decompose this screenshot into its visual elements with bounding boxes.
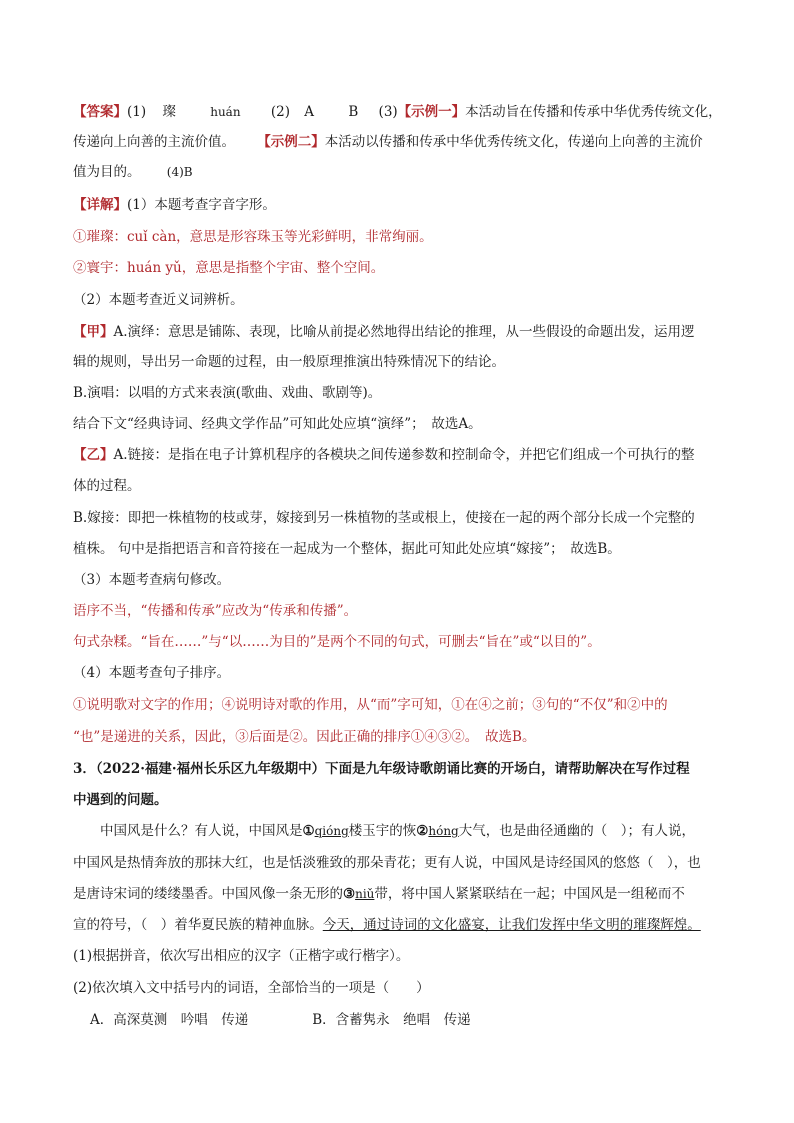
underlined-sentence: 今天，通过诗词的文化盛宴，让我们发挥中华文明的璀璨辉煌。 [322, 917, 701, 933]
answer-part4: (4)B [166, 165, 193, 179]
detail-line-1 [73, 195, 724, 215]
jia-text-3: B.演唱：以唱的方式来表演(歌曲、戏曲、歌剧等)。 [73, 385, 382, 401]
answer-option-b: B [348, 104, 359, 120]
answer-part2-num: (2) [270, 104, 290, 120]
jia-line-1 [73, 322, 724, 342]
passage-line-3 [73, 884, 724, 904]
answer-tag: 【答案】 [73, 104, 127, 120]
question3-heading-1: 3．（2022·福建·福州长乐区九年级期中）下面是九年级诗歌朗诵比赛的开场白，请帮助解决在写作过程 [73, 761, 690, 777]
example-one-cont: 传递向上向善的主流价值。 [73, 134, 235, 150]
passage-line-1 [100, 821, 724, 841]
option-b: B．含蓄隽永 绝唱 传递 [312, 1012, 471, 1028]
detail-tag: 【详解】 [73, 197, 127, 213]
yi-text-3: B.嫁接：即把一株植物的枝或芽，嫁接到另一株植物的茎或根上，使接在一起的两个部分长成一个完整的 [73, 510, 695, 526]
answer-char: 璨 [162, 104, 176, 120]
detail-p6: 语序不当，“传播和传承”应改为“传承和传播”。 [73, 603, 358, 619]
detail-p7: 句式杂糅。“旨在……”与“以……为目的”是两个不同的句式，可删去“旨在”或“以目的”。 [73, 634, 601, 650]
jia-tag: 【甲】 [73, 324, 114, 340]
detail-p3: ②寰宇：huán yǔ，意思是指整个宇宙、整个空间。 [73, 260, 385, 276]
yi-text-1: A.链接：是指在电子计算机程序的各模块之间传递参数和控制命令，并把它们组成一个可执行的整 [113, 447, 695, 463]
answer-line-1 [73, 102, 724, 122]
blank-marker-1: ① [302, 823, 315, 839]
passage-line-4 [73, 915, 724, 935]
jia-text-2: 辑的规则，导出另一命题的过程，由一般原理推演出特殊情况下的结论。 [73, 354, 505, 370]
passage-text-1b: 楼玉宇的恢 [348, 823, 417, 839]
detail-p5: （3）本题考查病句修改。 [73, 572, 231, 588]
passage-text-1c: 大气，也是曲径通幽的（ ）；有人说， [458, 823, 695, 839]
subquestion-1: (1)根据拼音，依次写出相应的汉字（正楷字或行楷字）。 [73, 948, 410, 964]
blank-marker-3: ③ [343, 886, 356, 902]
detail-p1: (1）本题考查字音字形。 [127, 197, 276, 213]
subquestion-2: (2)依次填入文中括号内的词语，全部恰当的一项是（ ） [73, 980, 430, 996]
passage-text-1a: 中国风是什么？有人说，中国风是 [100, 823, 303, 839]
example-two-tag: 【示例二】 [257, 134, 325, 150]
yi-line-1 [73, 445, 724, 465]
pinyin-blank-3: niǔ [355, 887, 375, 901]
passage-text-4a: 宣的符号，（ ）着华夏民族的精神血脉。 [73, 917, 323, 933]
yi-text-4: 植株。 句中是指把语言和音符接在一起成为一个整体，据此可知此处应填“嫁接”； 故选B。 [73, 541, 621, 557]
detail-p8: （4）本题考查句子排序。 [73, 665, 231, 681]
passage-text-3b: 带，将中国人紧紧联结在一起；中国风是一组秘而不 [374, 886, 685, 902]
passage-line-2: 中国风是热情奔放的那抹大红，也是恬淡雅致的那朵青花；更有人说，中国风是诗经国风的悠悠（ ），也 [73, 855, 701, 871]
question3-heading-2: 中遇到的问题。 [73, 792, 168, 808]
example-one-tag: 【示例一】 [397, 104, 466, 120]
blank-marker-2: ② [416, 823, 429, 839]
passage-text-3a: 是唐诗宋词的缕缕墨香。中国风像一条无形的 [73, 886, 343, 902]
example-one-text: 本活动旨在传播和传承中华优秀传统文化， [465, 104, 722, 120]
answer-line-2 [73, 132, 724, 152]
jia-text-1: A.演绎：意思是铺陈、表现，比喻从前提必然地得出结论的推理，从一些假设的命题出发，运用逻 [113, 324, 695, 340]
answer-option-a: A [304, 104, 315, 120]
yi-text-2: 体的过程。 [73, 478, 141, 494]
answer-pinyin: huán [210, 105, 241, 119]
example-two-text: 本活动以传播和传承中华优秀传统文化，传递向上向善的主流价 [324, 134, 703, 150]
answer-part1-num: (1) [127, 104, 147, 120]
option-a: A．高深莫测 吟唱 传递 [90, 1012, 249, 1028]
answer-part3-num: (3) [378, 104, 398, 120]
jia-text-4: 结合下文“经典诗词、经典文学作品”可知此处应填“演绎”； 故选A。 [73, 416, 482, 432]
pinyin-blank-1: qióng [314, 824, 349, 838]
detail-p9: ①说明歌对文字的作用；④说明诗对歌的作用，从“而”字可知，①在④之前；③句的“不仅”和②中的 [73, 697, 668, 713]
yi-tag: 【乙】 [73, 447, 114, 463]
example-two-cont: 值为目的。 [73, 164, 141, 180]
detail-p4: （2）本题考查近义词辨析。 [73, 292, 244, 308]
options-line [90, 1010, 724, 1030]
answer-line-3 [73, 162, 724, 182]
detail-p10: “也”是递进的关系，因此，③后面是②。因此正确的排序①④③②。 故选B。 [73, 729, 536, 745]
detail-p2: ①璀璨：cuǐ càn，意思是形容珠玉等光彩鲜明，非常绚丽。 [73, 229, 433, 245]
pinyin-blank-2: hóng [428, 824, 459, 838]
